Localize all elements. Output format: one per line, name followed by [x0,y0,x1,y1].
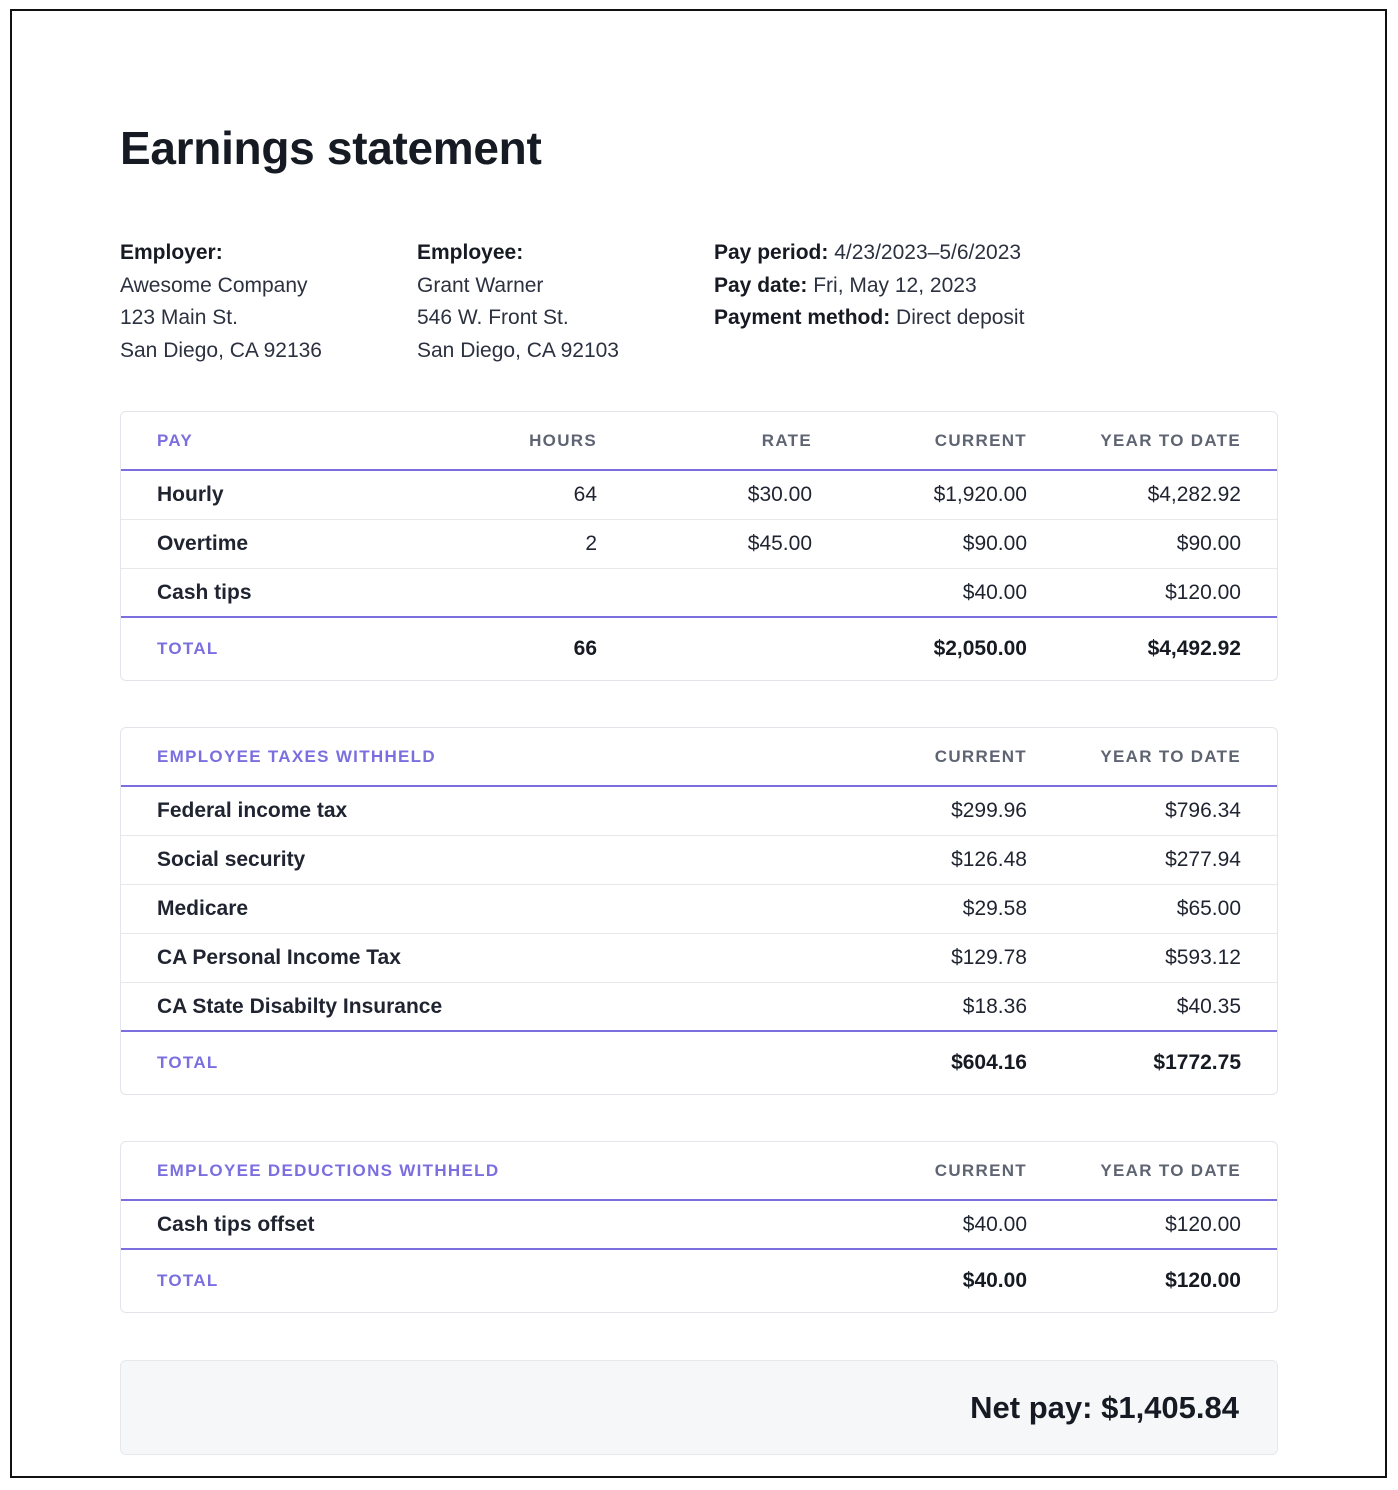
deduction-row-current: $40.00 [962,1212,1027,1236]
deductions-table [120,1141,1278,1313]
deduction-row-label: Cash tips offset [157,1212,315,1236]
pay-period-label: Pay period: [714,241,829,264]
pay-row-hours: 64 [573,483,597,506]
taxes-table [120,727,1278,1095]
table-row [121,1201,1277,1250]
table-row [121,934,1277,983]
tax-row-current: $29.58 [962,897,1027,920]
taxes-total-row [121,1032,1277,1094]
table-row [121,983,1277,1032]
taxes-total-current: $604.16 [951,1051,1027,1074]
tax-row-ytd: $277.94 [1165,848,1241,871]
deductions-total-label: TOTAL [157,1271,219,1290]
table-row [121,787,1277,836]
net-pay-amount: Net pay: $1,405.84 [970,1389,1239,1425]
employee-name: Grant Warner [417,273,544,297]
employer-street: 123 Main St. [120,306,238,329]
employer-label: Employer: [120,241,223,264]
employee-city: San Diego, CA 92103 [417,338,619,362]
table-row [121,569,1277,618]
taxes-total-label: TOTAL [157,1053,219,1072]
pay-header-hours: HOURS [529,430,597,450]
employer-city: San Diego, CA 92136 [120,338,322,362]
statement-info [120,237,1278,377]
pay-total-hours: 66 [573,637,597,660]
pay-row-ytd: $120.00 [1165,580,1241,604]
tax-row-ytd: $593.12 [1165,946,1241,969]
deductions-table-header [121,1142,1277,1201]
tax-row-current: $129.78 [951,946,1027,969]
statement-page [10,9,1387,1478]
pay-row-current: $90.00 [962,532,1027,555]
pay-period-value: 4/23/2023–5/6/2023 [834,241,1022,264]
pay-date-label: Pay date: [714,273,808,297]
net-pay-box [120,1360,1278,1455]
deductions-total-row [121,1250,1277,1312]
payment-method-value: Direct deposit [896,306,1025,329]
deductions-header-label: EMPLOYEE DEDUCTIONS WITHHELD [157,1160,500,1180]
pay-row-ytd: $90.00 [1176,532,1241,555]
pay-row-rate: $45.00 [747,532,812,555]
table-row [121,520,1277,569]
taxes-table-header [121,728,1277,787]
pay-header-label: PAY [157,430,194,450]
tax-row-current: $126.48 [951,848,1027,871]
tax-row-current: $18.36 [962,994,1027,1018]
tax-row-label: CA State Disabilty Insurance [157,994,443,1018]
tax-row-label: Federal income tax [157,799,348,822]
pay-total-ytd: $4,492.92 [1147,637,1241,660]
pay-row-label: Overtime [157,532,249,555]
pay-row-ytd: $4,282.92 [1147,483,1241,506]
deduction-row-ytd: $120.00 [1165,1212,1241,1236]
deductions-header-current: CURRENT [934,1160,1027,1180]
tax-row-current: $299.96 [951,799,1027,822]
pay-header-ytd: YEAR TO DATE [1100,430,1241,450]
pay-table-header [121,412,1277,471]
pay-total-current: $2,050.00 [933,637,1027,660]
pay-total-row [121,618,1277,680]
employee-label: Employee: [417,241,524,264]
employer-name: Awesome Company [120,273,308,297]
tax-row-ytd: $796.34 [1165,799,1241,822]
pay-header-rate: RATE [761,430,812,450]
taxes-header-label: EMPLOYEE TAXES WITHHELD [157,746,436,766]
taxes-header-ytd: YEAR TO DATE [1100,746,1241,766]
employee-street: 546 W. Front St. [417,306,569,329]
table-row [121,885,1277,934]
payment-method-label: Payment method: [714,306,891,329]
table-row [121,471,1277,520]
deductions-total-ytd: $120.00 [1165,1269,1241,1292]
pay-row-label: Cash tips [157,580,252,604]
pay-total-label: TOTAL [157,639,219,658]
tax-row-ytd: $40.35 [1176,994,1241,1018]
employer-block [120,237,322,367]
tax-row-label: Medicare [157,897,249,920]
taxes-header-current: CURRENT [934,746,1027,766]
deductions-total-current: $40.00 [962,1269,1027,1292]
pay-row-label: Hourly [157,483,224,506]
pay-date-value: Fri, May 12, 2023 [813,273,977,297]
pay-header-current: CURRENT [934,430,1027,450]
pay-row-current: $40.00 [962,580,1027,604]
pay-row-current: $1,920.00 [933,483,1027,506]
payment-meta-block [714,237,1024,335]
page-title: Earnings statement [120,122,542,174]
tax-row-label: CA Personal Income Tax [157,946,401,969]
pay-row-rate: $30.00 [747,483,812,506]
pay-table [120,411,1278,681]
tax-row-label: Social security [157,848,306,871]
table-row [121,836,1277,885]
pay-row-hours: 2 [585,532,597,555]
tax-row-ytd: $65.00 [1176,897,1241,920]
employee-block [417,237,619,367]
taxes-total-ytd: $1772.75 [1153,1051,1241,1074]
deductions-header-ytd: YEAR TO DATE [1100,1160,1241,1180]
